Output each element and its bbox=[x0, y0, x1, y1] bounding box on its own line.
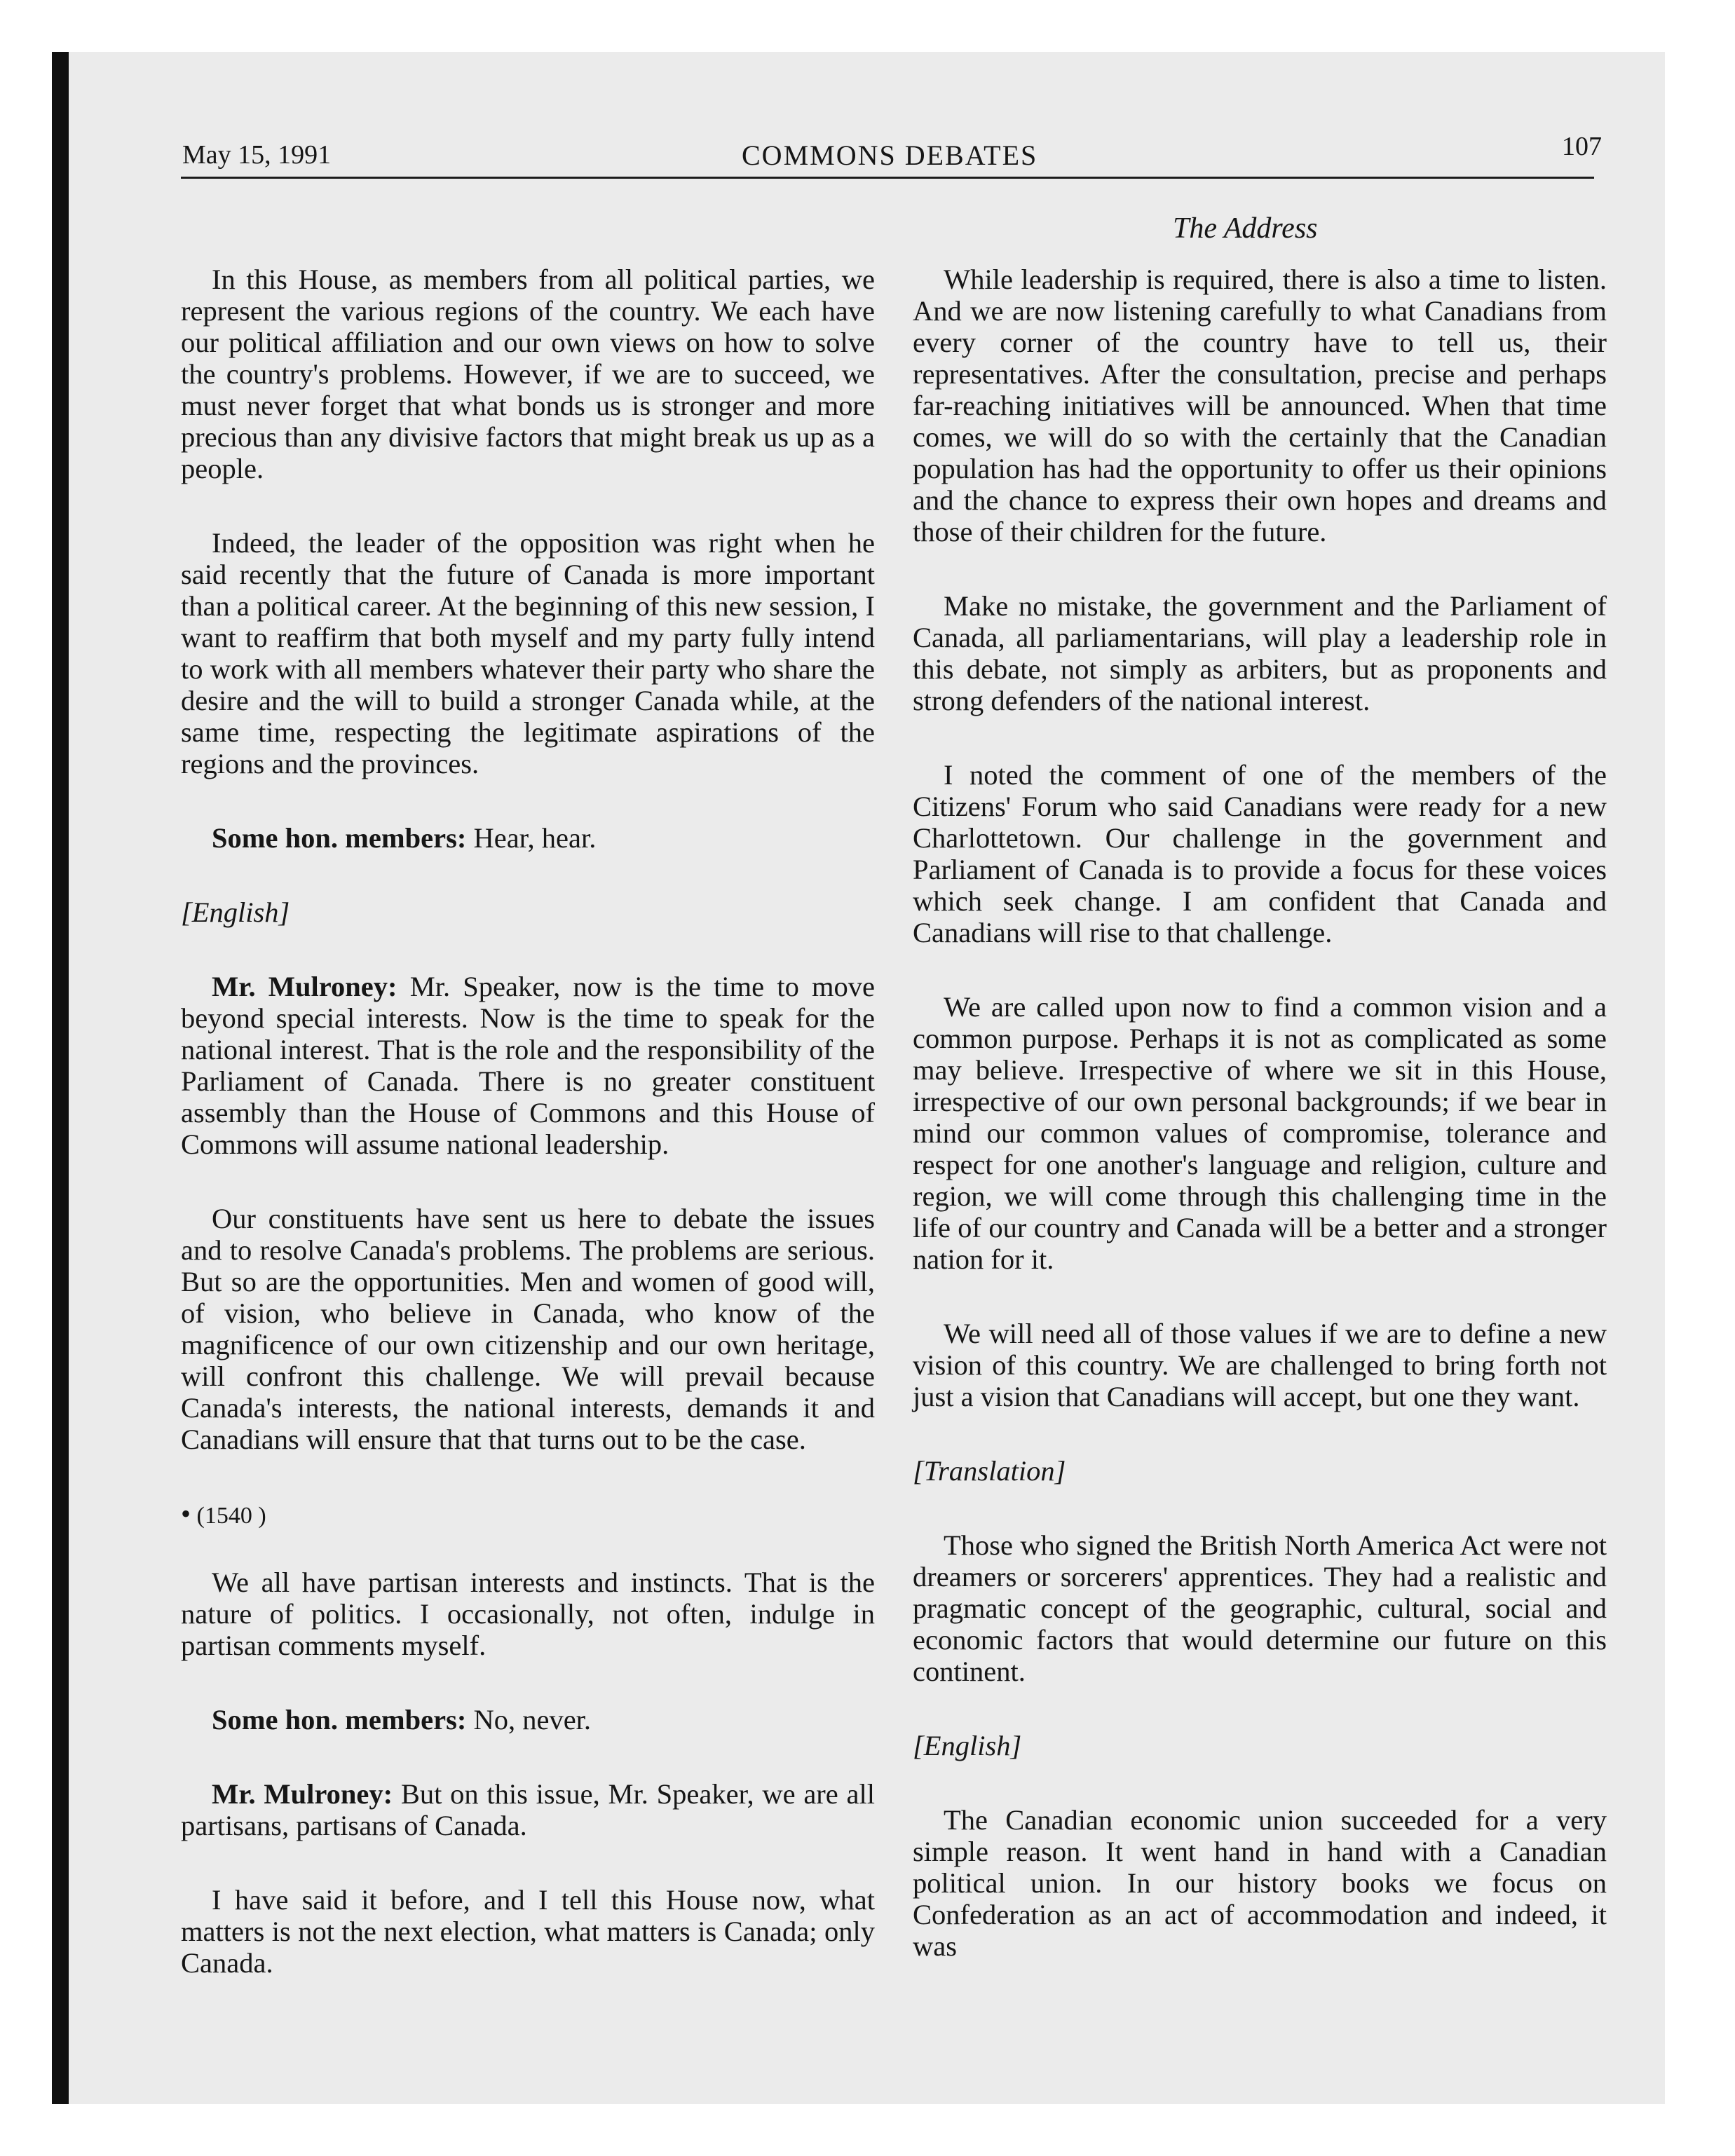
time-marker bbox=[181, 1498, 875, 1531]
paragraph bbox=[181, 1778, 875, 1841]
paragraph: We are called upon now to find a common vision and a common purpose. Perhaps it is not as complicated as some may believe. Irrespective of where we sit in this House, irrespective of our own personal backgrounds; if we bear in mind our common values of compromise, tolerance and respect for one another's language and religion, culture and region, we will come through this challenging time in the life of our country and Canada will be a better and a stronger nation for it. bbox=[913, 991, 1607, 1275]
paragraph: Those who signed the British North America Act were not dreamers or sorcerers' apprentices. They had a realistic and pragmatic concept of the geographic, cultural, social and economic factors that would determine our future on this continent. bbox=[913, 1529, 1607, 1687]
speaker-label: Some hon. members: bbox=[212, 822, 467, 854]
section-heading: The Address bbox=[1173, 212, 1318, 245]
speech-text: Hear, hear. bbox=[466, 822, 597, 854]
paragraph: The Canadian economic union succeeded for a very simple reason. It went hand in hand with a Canadian political union. In our history books we focus on Confederation as an act of accommodation and indeed, it was bbox=[913, 1804, 1607, 1962]
paragraph: I noted the comment of one of the members of the Citizens' Forum who said Canadians were ready for a new Charlottetown. Our challenge in the government and Parliament of Canada is to provide a focus for these voices which seek change. I am confident that Canada and Canadians will rise to that challenge. bbox=[913, 759, 1607, 948]
paragraph: Our constituents have sent us here to debate the issues and to resolve Canada's problems. The problems are serious. But so are the opportunities. Men and women of good will, of vision, who believe in Canada, who know of the magnificence of our own citizenship and our own heritage, will confront this challenge. We will prevail because Canada's interests, the national interests, demands it and Canadians will ensure that that turns out to be the case. bbox=[181, 1203, 875, 1455]
page-number: 107 bbox=[1562, 132, 1602, 161]
document-page bbox=[52, 52, 1665, 2104]
speaker-label: Mr. Mulroney: bbox=[212, 971, 397, 1002]
paragraph: Indeed, the leader of the opposition was right when he said recently that the future of Canada is more important than a political career. At the beginning of this new session, I want to reaffirm that both myself and my party fully intend to work with all members whatever their party who share the desire and the will to build a stronger Canada while, at the same time, respecting the legitimate aspirations of the regions and the provinces. bbox=[181, 527, 875, 779]
language-marker: [Translation] bbox=[913, 1455, 1066, 1487]
bullet-icon: • bbox=[181, 1498, 191, 1529]
language-marker: [English] bbox=[181, 896, 290, 928]
paragraph: We will need all of those values if we are to define a new vision of this country. We are challenged to bring forth not just a vision that Canadians will accept, but one they want. bbox=[913, 1318, 1607, 1412]
header-date: May 15, 1991 bbox=[182, 140, 332, 170]
speech-text: No, never. bbox=[466, 1704, 592, 1735]
paragraph: While leadership is required, there is also a time to listen. And we are now listening carefully to what Canadians from every corner of the country have to tell us, their representatives. After the consultation, precise and perhaps far-reaching initiatives will be announced. When that time comes, we will do so with the certainly that the Canadian population has had the opportunity to offer us their opinions and the chance to express their own hopes and dreams and those of their children for the future. bbox=[913, 264, 1607, 547]
header-title: COMMONS DEBATES bbox=[742, 139, 1038, 171]
paragraph: We all have partisan interests and instincts. That is the nature of politics. I occasionally, not often, indulge in partisan comments myself. bbox=[181, 1567, 875, 1661]
speaker-label: Some hon. members: bbox=[212, 1704, 467, 1735]
paragraph bbox=[181, 822, 875, 854]
speech-text: Mr. Speaker, now is the time to move beyond special interests. Now is the time to speak for the national interest. That is the role and the responsibility of the Parliament of Canada. There is no greater constituent assembly than the House of Commons and this House of Commons will assume national leadership. bbox=[181, 971, 875, 1160]
language-marker: [English] bbox=[913, 1730, 1022, 1761]
paragraph: I have said it before, and I tell this House now, what matters is not the next election, what matters is Canada; only Canada. bbox=[181, 1884, 875, 1979]
paragraph bbox=[181, 971, 875, 1160]
speech-text: But on this issue, Mr. Speaker, we are all partisans, partisans of Canada. bbox=[181, 1778, 875, 1841]
header-rule bbox=[181, 177, 1594, 179]
paragraph: In this House, as members from all political parties, we represent the various regions of the country. We each have our political affiliation and our own views on how to solve the country's problems. However, if we are to succeed, we must never forget that what bonds us is stronger and more precious than any divisive factors that might break us up as a people. bbox=[181, 264, 875, 484]
speaker-label: Mr. Mulroney: bbox=[212, 1778, 393, 1810]
paragraph bbox=[181, 1704, 875, 1735]
right-column bbox=[913, 264, 1607, 2005]
left-column bbox=[181, 264, 875, 2021]
paragraph: Make no mistake, the government and the Parliament of Canada, all parliamentarians, will play a leadership role in this debate, not simply as arbiters, but as proponents and strong defenders of the national interest. bbox=[913, 590, 1607, 716]
time-stamp: (1540 ) bbox=[191, 1503, 266, 1529]
